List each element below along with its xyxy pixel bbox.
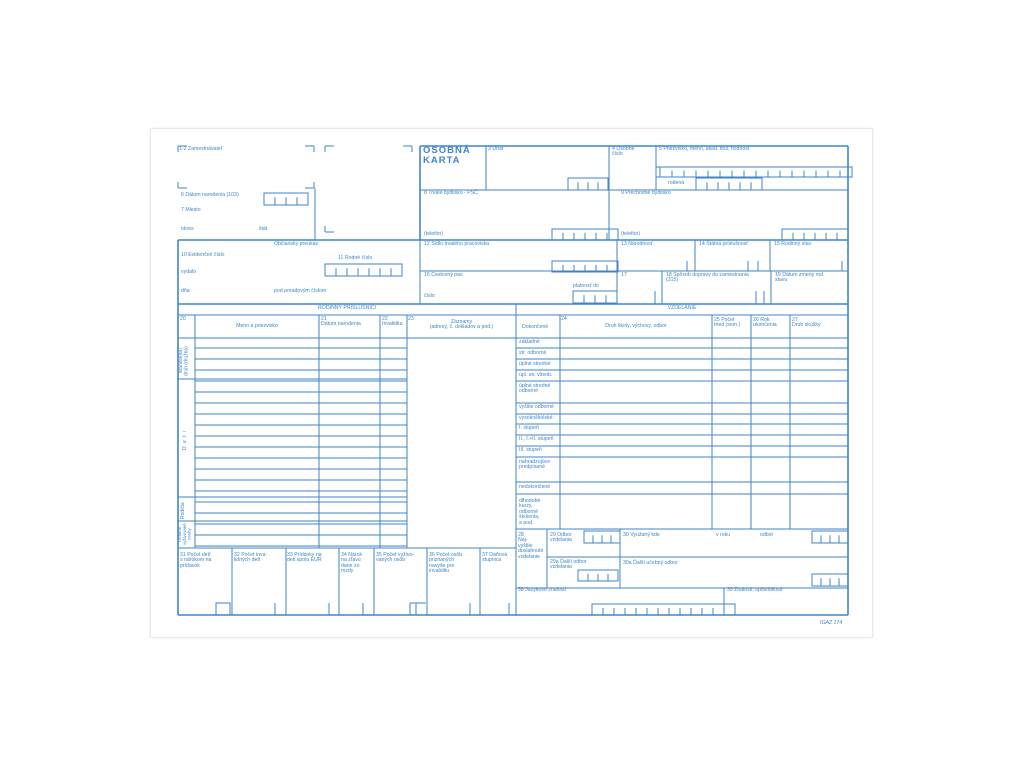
field-15-label: 15 Rodinný stav bbox=[774, 241, 812, 247]
parents-side-label: Rodičia bbox=[180, 502, 186, 520]
field-11-label: 11 Rodné číslo bbox=[338, 255, 373, 261]
field-21-label: 21 Dátum narodenia bbox=[321, 316, 361, 328]
edu-level-unfinished: nedokončené bbox=[519, 484, 551, 490]
language-skills-input[interactable] bbox=[516, 597, 724, 615]
edu-level-university: vysokoškolské: bbox=[519, 415, 554, 421]
records-column-header: Záznamy (adresy, č. dokladov a pod.) bbox=[429, 319, 494, 331]
edu-level-courses: dlhodobé kurzy, odborné školenia, a pod. bbox=[519, 498, 541, 526]
birth-date-input[interactable] bbox=[264, 193, 308, 206]
field-of-study-label: odbor bbox=[760, 532, 774, 538]
passport-number-label: číslo bbox=[424, 293, 435, 299]
field-9-label: 9 Prechodné bydlisko bbox=[621, 190, 671, 196]
field-3-label: 3 Úhar bbox=[488, 146, 504, 152]
edu-level-general-secondary: úpl. str. všeob. bbox=[519, 372, 553, 378]
education-section-title: VZDELANIE bbox=[667, 305, 697, 311]
field-33-label: 33 Prídavky na deti spolu EUR bbox=[287, 552, 322, 564]
field-3-input[interactable] bbox=[487, 156, 609, 188]
char-box bbox=[216, 603, 230, 615]
edu-level-basic: základné bbox=[519, 339, 540, 345]
field-26-label: 26 Rok ukončenia bbox=[753, 317, 777, 329]
field-32-label: 32 Počet inva- lidných detí bbox=[234, 552, 268, 564]
field-37-label: 37 Daňová stupnica bbox=[482, 552, 508, 564]
edu-level-higher-vocational: vyššie odborné bbox=[519, 404, 554, 410]
field-5-label: 5 Priezvisko, meno, akad. titul, hodnosť bbox=[659, 146, 750, 152]
edu-level-full-secondary: úplné stredné bbox=[519, 361, 551, 367]
employer-label: 1-2 Zamestnávateľ bbox=[179, 146, 223, 152]
field-27-label: 27 Druh skúšky bbox=[792, 317, 821, 329]
field-30a-label: 30a Ďalší učebný odbor bbox=[623, 560, 678, 566]
field-28-label: 28 Naj- vyššie dosiahnuté vzdelanie bbox=[518, 532, 544, 560]
form-code: IGAZ 174 bbox=[820, 620, 843, 626]
edu-level-substitute: nahradzujúce predpísané bbox=[519, 459, 551, 471]
date-label: dňa bbox=[181, 288, 190, 294]
field-6-label: 6 Dátum narodenia (103) bbox=[181, 192, 239, 198]
temporary-address-input[interactable] bbox=[618, 198, 848, 230]
year-label: v roku bbox=[716, 532, 731, 538]
field-31-label: 31 Počet detí s nárokom na prídavok bbox=[180, 552, 212, 569]
state-label: štát bbox=[259, 226, 268, 232]
field-25-label: 25 Počet tried (sem.) bbox=[714, 317, 741, 329]
issued-by-label: vydalo bbox=[181, 269, 196, 275]
field-23-label: 23 bbox=[408, 316, 414, 322]
field-20-label: 20 bbox=[180, 316, 186, 322]
spouse-side-label: Manžel(ka) druh (družka) bbox=[178, 346, 190, 376]
skills-input[interactable] bbox=[725, 597, 848, 615]
family-members-table[interactable] bbox=[195, 338, 407, 548]
field-10-label: 10 Evidenčné číslo bbox=[181, 252, 225, 258]
permanent-address-input[interactable] bbox=[421, 198, 617, 230]
field-30-input[interactable] bbox=[623, 541, 847, 557]
family-section-title: RODINNÝ PRÍSLUŠNÍCI bbox=[318, 305, 376, 311]
name-column-header: Meno a priezvisko bbox=[236, 323, 278, 329]
field-18-label: 18 Spôsob dopravy do zamestnania (315) bbox=[666, 272, 749, 284]
employer-input[interactable] bbox=[179, 156, 415, 188]
field-4-label: 4 Osobné číslo bbox=[612, 146, 635, 158]
field-35-label: 35 Počet vyživo- vaných osôb bbox=[376, 552, 415, 564]
field-30-label: 30 Využaný kde bbox=[623, 532, 660, 538]
records-input[interactable] bbox=[408, 338, 515, 548]
field-39-label: 39 Znalosti, spôsobilosti bbox=[727, 587, 783, 593]
workplace-input[interactable] bbox=[421, 250, 617, 271]
maiden-name-label: rodená bbox=[668, 180, 685, 186]
edu-level-second-degree: II., I.+II. stupeň bbox=[519, 436, 554, 442]
edu-level-vocational-secondary: úplné stredné odborné bbox=[519, 383, 551, 395]
school-type-column-header: Druh školy, výchovy, odbor bbox=[605, 323, 667, 329]
district-label: okres bbox=[181, 226, 194, 232]
dependents-side-label: Ostatné vyživované osoby bbox=[177, 523, 192, 545]
field-8-label: 8 Trvalé bydlisko - PSČ bbox=[424, 190, 478, 196]
field-34-label: 34 Nárok na zľavu dane zo mzdy bbox=[341, 552, 363, 575]
field-16-label: 16 Cestovný pas bbox=[424, 272, 463, 278]
edu-level-vocational: str. odborné bbox=[519, 350, 547, 356]
completed-column-header: Dokončené bbox=[522, 324, 549, 330]
field-14-label: 14 Štátna príslušnosť bbox=[699, 241, 749, 247]
field-38-label: 38 Jazykové znalosti bbox=[518, 587, 566, 593]
serial-number-label: pod poradovým číslom bbox=[274, 288, 327, 294]
field-36-label: 36 Počet osôb priznaných navyše pre invaliditu bbox=[429, 552, 463, 575]
field-29-label: 29 Odbor vzdelania bbox=[550, 532, 572, 544]
phone-label-1: (telefón) bbox=[424, 231, 444, 237]
valid-until-label: platnosť do bbox=[573, 283, 599, 289]
birth-number-input[interactable] bbox=[325, 263, 400, 275]
children-side-label: D e t i bbox=[182, 429, 188, 451]
field-24-label: 24 bbox=[561, 316, 567, 322]
edu-level-third-degree: III. stupeň bbox=[519, 447, 542, 453]
surname-input[interactable] bbox=[659, 155, 847, 167]
field-22-label: 22 Invalidita bbox=[382, 316, 403, 328]
id-card-label: Občiansky preukaz bbox=[274, 241, 319, 247]
education-table[interactable] bbox=[560, 338, 848, 529]
phone-label-2: (telefón) bbox=[621, 231, 641, 237]
field-29a-label: 29a Ďalší odbor vzdelania bbox=[550, 559, 587, 571]
edu-level-first-degree: I. stupeň bbox=[519, 425, 539, 431]
field-13-label: 13 Národnosť bbox=[621, 241, 653, 247]
field-7-label: 7 Miesto bbox=[181, 207, 201, 213]
field-12-label: 12 Sídlo trvalého pracoviska bbox=[424, 241, 490, 247]
field-17-label: 17 bbox=[621, 272, 627, 278]
field-19-label: 19 Dátum zmeny rod. stavu bbox=[775, 272, 825, 284]
form-title: OSOBNÁ KARTA bbox=[423, 145, 471, 166]
